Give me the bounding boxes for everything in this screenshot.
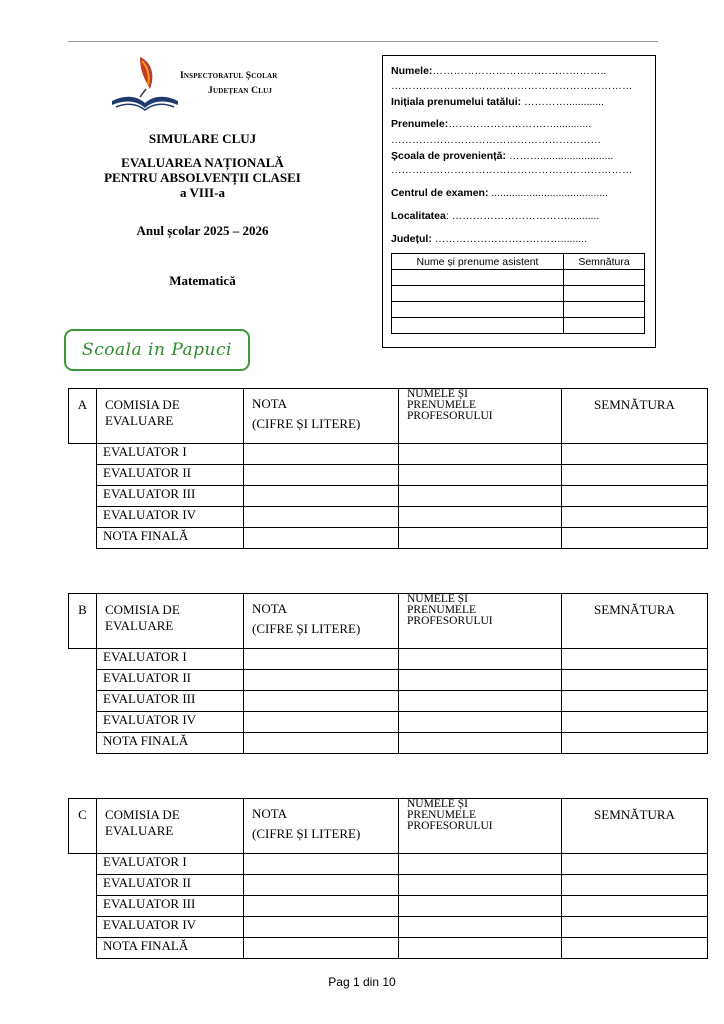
table-row	[69, 712, 708, 733]
nota-cell[interactable]	[244, 465, 399, 486]
section-letter: C	[69, 799, 97, 854]
nume-cell[interactable]	[399, 875, 562, 896]
row-label: EVALUATOR II	[97, 670, 244, 691]
grading-table-b	[68, 593, 708, 754]
nota-cell[interactable]	[244, 854, 399, 875]
empty-cell	[69, 486, 97, 507]
nota-cell[interactable]	[244, 875, 399, 896]
nume-line-1: NUMELE ȘI	[407, 798, 469, 810]
page-footer: Pag 1 din 10	[328, 975, 396, 989]
empty-cell	[69, 444, 97, 465]
nume-line-2: PRENUMELE	[407, 809, 476, 821]
empty-cell	[69, 528, 97, 549]
assistant-table	[391, 253, 645, 334]
scoala-in-papuci-badge: Scoala in Papuci	[64, 329, 250, 371]
row-label: EVALUATOR IV	[97, 507, 244, 528]
semnatura-header: SEMNĂTURA	[562, 799, 708, 854]
semnatura-cell[interactable]	[562, 896, 708, 917]
judetul-dots: ……………………………….........	[431, 233, 588, 245]
numele-dots: …………………………………………..	[432, 65, 607, 77]
assistant-name-cell[interactable]	[392, 318, 564, 334]
nume-line-3: PROFESORULUI	[407, 820, 493, 832]
nota-header	[244, 799, 399, 854]
semnatura-cell[interactable]	[562, 712, 708, 733]
nume-cell[interactable]	[399, 854, 562, 875]
scoala-dots: ……….........................	[505, 150, 614, 162]
semnatura-cell[interactable]	[562, 507, 708, 528]
semnatura-cell[interactable]	[562, 670, 708, 691]
top-rule	[68, 41, 658, 42]
nume-cell[interactable]	[399, 691, 562, 712]
empty-cell	[69, 649, 97, 670]
assistant-signature-cell[interactable]	[564, 302, 645, 318]
nota-line-1: NOTA	[252, 806, 288, 821]
semnatura-header: SEMNĂTURA	[562, 594, 708, 649]
table-row	[69, 875, 708, 896]
nume-line-3: PROFESORULUI	[407, 615, 493, 627]
table-row	[69, 938, 708, 959]
row-label: NOTA FINALĂ	[97, 733, 244, 754]
row-label: NOTA FINALĂ	[97, 938, 244, 959]
nota-header	[244, 389, 399, 444]
prenumele-field[interactable]	[391, 118, 591, 130]
nota-cell[interactable]	[244, 917, 399, 938]
assistant-name-cell[interactable]	[392, 286, 564, 302]
empty-cell	[69, 507, 97, 528]
centrul-dots: ........................................	[488, 187, 609, 199]
semnatura-cell[interactable]	[562, 854, 708, 875]
section-letter: A	[69, 389, 97, 444]
centrul-label: Centrul de examen:	[391, 187, 489, 199]
table-row	[69, 691, 708, 712]
nota-line-2: (CIFRE ȘI LITERE)	[252, 416, 361, 431]
initiala-label: Inițiala prenumelui tatălui:	[391, 96, 522, 108]
semnatura-cell[interactable]	[562, 875, 708, 896]
row-label: EVALUATOR II	[97, 875, 244, 896]
nota-line-2: (CIFRE ȘI LITERE)	[252, 621, 361, 636]
table-row	[69, 670, 708, 691]
nota-cell[interactable]	[244, 938, 399, 959]
nume-cell[interactable]	[399, 649, 562, 670]
empty-cell	[69, 733, 97, 754]
commission-header	[97, 389, 244, 444]
semnatura-cell[interactable]	[562, 465, 708, 486]
nota-cell[interactable]	[244, 896, 399, 917]
nota-line-1: NOTA	[252, 396, 288, 411]
commission-header	[97, 799, 244, 854]
semnatura-cell[interactable]	[562, 733, 708, 754]
empty-cell	[69, 691, 97, 712]
table-row	[69, 486, 708, 507]
commission-line-1: COMISIA DE	[105, 807, 180, 822]
nota-cell[interactable]	[244, 733, 399, 754]
semnatura-header: SEMNĂTURA	[562, 389, 708, 444]
nume-line-1: NUMELE ȘI	[407, 593, 469, 605]
empty-cell	[69, 670, 97, 691]
assistant-signature-cell[interactable]	[564, 270, 645, 286]
assistant-name-header: Nume și prenume asistent	[392, 254, 564, 270]
title-line-1: EVALUAREA NAȚIONALĂ	[121, 155, 284, 170]
nume-cell[interactable]	[399, 938, 562, 959]
commission-line-2: EVALUARE	[105, 413, 174, 428]
assistant-name-cell[interactable]	[392, 270, 564, 286]
nume-line-2: PRENUMELE	[407, 399, 476, 411]
semnatura-cell[interactable]	[562, 649, 708, 670]
prenumele-dots: ………………………….............	[448, 118, 592, 130]
empty-cell	[69, 712, 97, 733]
table-row	[69, 528, 708, 549]
nota-cell[interactable]	[244, 486, 399, 507]
commission-line-2: EVALUARE	[105, 618, 174, 633]
commission-line-1: COMISIA DE	[105, 397, 180, 412]
logo-text	[180, 69, 278, 99]
nume-header	[399, 594, 562, 649]
title-line-2: PENTRU ABSOLVENȚII CLASEI	[104, 170, 301, 185]
table-row	[69, 733, 708, 754]
prenumele-dots-line-2: ……………………………………………………	[391, 134, 601, 146]
nume-cell[interactable]	[399, 465, 562, 486]
nota-cell[interactable]	[244, 649, 399, 670]
nume-cell[interactable]	[399, 528, 562, 549]
scoala-field[interactable]	[391, 150, 613, 162]
grading-table-a	[68, 388, 708, 549]
nota-line-1: NOTA	[252, 601, 288, 616]
row-label: EVALUATOR III	[97, 691, 244, 712]
nume-header	[399, 799, 562, 854]
row-label: EVALUATOR II	[97, 465, 244, 486]
nume-cell[interactable]	[399, 917, 562, 938]
initiala-dots: ………….............	[521, 96, 604, 108]
isj-logo	[110, 55, 300, 113]
table-row	[69, 507, 708, 528]
commission-line-1: COMISIA DE	[105, 602, 180, 617]
table-row	[69, 649, 708, 670]
table-row	[69, 444, 708, 465]
judetul-label: Județul:	[391, 233, 432, 245]
numele-dots-line-2: ……………………………………………………………	[391, 80, 633, 92]
assistant-signature-cell[interactable]	[564, 318, 645, 334]
row-label: EVALUATOR III	[97, 896, 244, 917]
row-label: EVALUATOR I	[97, 854, 244, 875]
judetul-field[interactable]	[391, 233, 587, 245]
nume-cell[interactable]	[399, 733, 562, 754]
book-quill-icon	[110, 55, 180, 113]
table-row	[69, 917, 708, 938]
nota-cell[interactable]	[244, 691, 399, 712]
nume-line-3: PROFESORULUI	[407, 410, 493, 422]
candidate-info-box	[382, 55, 656, 348]
row-label: EVALUATOR I	[97, 444, 244, 465]
simulare-title: SIMULARE CLUJ	[148, 131, 257, 146]
semnatura-cell[interactable]	[562, 486, 708, 507]
nume-header	[399, 389, 562, 444]
table-row	[69, 896, 708, 917]
semnatura-cell[interactable]	[562, 691, 708, 712]
scoala-dots-line-2: ……………………………………………………………	[391, 164, 633, 176]
localitatea-label: Localitatea	[391, 210, 446, 222]
semnatura-cell[interactable]	[562, 938, 708, 959]
nume-line-2: PRENUMELE	[407, 604, 476, 616]
semnatura-cell[interactable]	[562, 528, 708, 549]
nume-cell[interactable]	[399, 670, 562, 691]
localitatea-dots: : ……………………………...........	[445, 210, 600, 222]
nota-line-2: (CIFRE ȘI LITERE)	[252, 826, 361, 841]
assistant-name-cell[interactable]	[392, 302, 564, 318]
assistant-signature-cell[interactable]	[564, 286, 645, 302]
logo-line-1: Inspectoratul Școlar	[180, 71, 278, 81]
empty-cell	[69, 917, 97, 938]
grading-table-c	[68, 798, 708, 959]
empty-cell	[69, 896, 97, 917]
empty-cell	[69, 875, 97, 896]
nume-cell[interactable]	[399, 896, 562, 917]
logo-line-2: Județean Cluj	[208, 86, 273, 96]
semnatura-cell[interactable]	[562, 444, 708, 465]
initiala-field[interactable]	[391, 96, 604, 108]
nota-header	[244, 594, 399, 649]
localitatea-field[interactable]	[391, 210, 599, 222]
nume-cell[interactable]	[399, 486, 562, 507]
scoala-label: Școala de proveniență:	[391, 150, 506, 162]
semnatura-cell[interactable]	[562, 917, 708, 938]
commission-line-2: EVALUARE	[105, 823, 174, 838]
subject: Matematică	[169, 273, 236, 288]
title-line-3: a VIII-a	[180, 185, 225, 200]
numele-field[interactable]	[391, 65, 606, 77]
prenumele-label: Prenumele:	[391, 118, 449, 130]
row-label: NOTA FINALĂ	[97, 528, 244, 549]
nota-cell[interactable]	[244, 444, 399, 465]
nume-line-1: NUMELE ȘI	[407, 388, 469, 400]
row-label: EVALUATOR IV	[97, 712, 244, 733]
empty-cell	[69, 938, 97, 959]
nota-cell[interactable]	[244, 528, 399, 549]
commission-header	[97, 594, 244, 649]
row-label: EVALUATOR III	[97, 486, 244, 507]
section-letter: B	[69, 594, 97, 649]
numele-label: Numele:	[391, 65, 433, 77]
centrul-field[interactable]	[391, 187, 608, 199]
nota-cell[interactable]	[244, 712, 399, 733]
assistant-signature-header: Semnătura	[564, 254, 645, 270]
table-row	[69, 465, 708, 486]
row-label: EVALUATOR I	[97, 649, 244, 670]
school-year: Anul școlar 2025 – 2026	[136, 223, 269, 238]
empty-cell	[69, 854, 97, 875]
nota-cell[interactable]	[244, 670, 399, 691]
row-label: EVALUATOR IV	[97, 917, 244, 938]
empty-cell	[69, 465, 97, 486]
nume-cell[interactable]	[399, 712, 562, 733]
nota-cell[interactable]	[244, 507, 399, 528]
nume-cell[interactable]	[399, 507, 562, 528]
table-row	[69, 854, 708, 875]
nume-cell[interactable]	[399, 444, 562, 465]
